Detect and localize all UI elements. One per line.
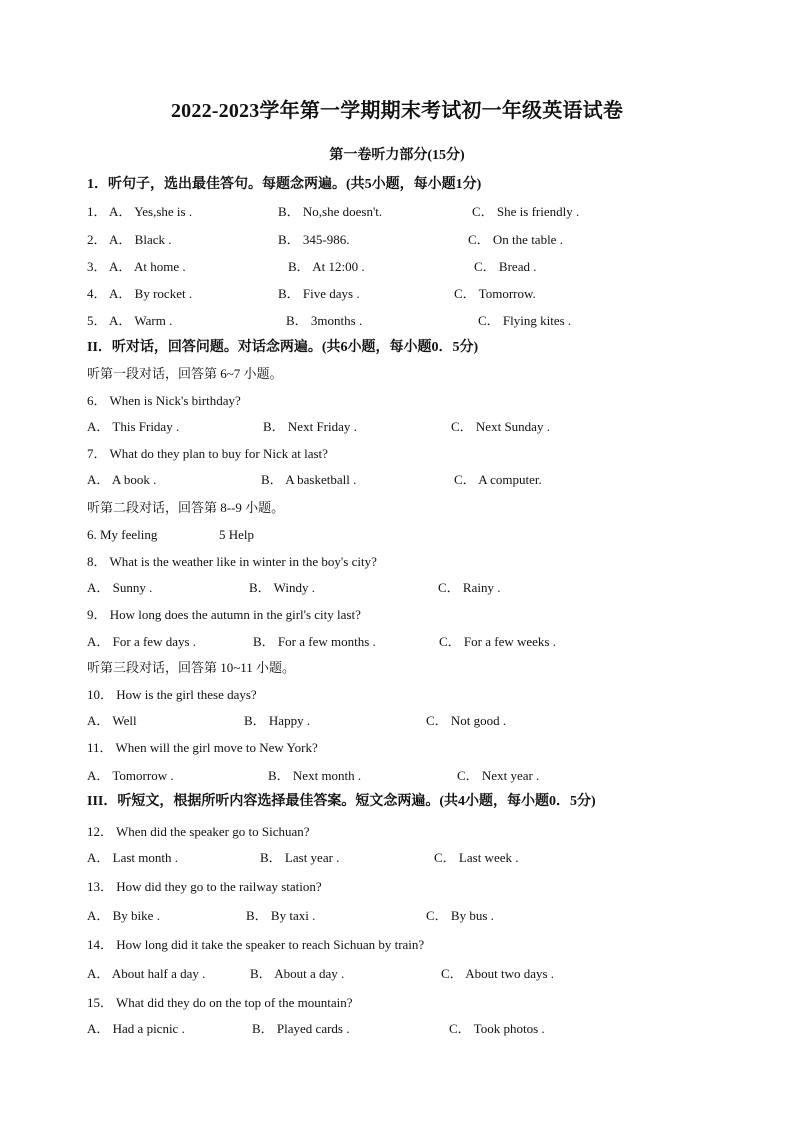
answer-row	[87, 767, 727, 785]
option-c: C． For a few weeks .	[439, 634, 556, 649]
option-a: A． A book .	[87, 472, 157, 487]
question-row	[87, 258, 727, 276]
option-b: B． Played cards .	[252, 1021, 350, 1036]
section-2-heading: II．听对话，回答问题。对话念两遍。(共6小题，每小题0．5分)	[87, 340, 479, 355]
option-a: A． Tomorrow .	[87, 768, 174, 783]
question-text: 9． How long does the autumn in the girl's city last?	[87, 607, 361, 622]
option-c: C． Rainy .	[438, 580, 501, 595]
question-row	[87, 312, 727, 330]
option-b: B． For a few months .	[253, 634, 376, 649]
option-a: A． Well	[87, 713, 137, 728]
question-text: 11． When will the girl move to New York?	[87, 740, 318, 755]
answer-row	[87, 1020, 727, 1038]
option-c: C． Last week .	[434, 850, 519, 865]
option-c: C． Flying kites .	[478, 313, 572, 328]
option-b: B． 345-986.	[278, 232, 350, 247]
answer-row	[87, 849, 727, 867]
option-c: C． About two days .	[441, 966, 555, 981]
option-c: C． On the table .	[468, 232, 563, 247]
option-a: 3． A． At home .	[87, 259, 186, 274]
question-text: 10． How is the girl these days?	[87, 687, 257, 702]
option-a: A． For a few days .	[87, 634, 197, 649]
option-b: B． Next Friday .	[263, 419, 357, 434]
option-a: A． This Friday .	[87, 419, 180, 434]
section-1-heading: 1．听句子，选出最佳答句。每题念两遍。(共5小题，每小题1分)	[87, 177, 482, 192]
answer-row	[87, 579, 727, 597]
option-c: C． Next year .	[457, 768, 540, 783]
dialogue-instruction: 听第一段对话，回答第 6~7 小题。	[87, 366, 283, 381]
option-c: C． Next Sunday .	[451, 419, 550, 434]
option-a: 4． A． By rocket .	[87, 286, 193, 301]
option-a: 1． A． Yes,she is .	[87, 204, 193, 219]
option-b: B． About a day .	[250, 966, 345, 981]
question-text: 7． What do they plan to buy for Nick at last?	[87, 446, 328, 461]
dialogue-instruction: 听第二段对话，回答第 8--9 小题。	[87, 500, 285, 515]
answer-row	[87, 965, 727, 983]
question-text: 12． When did the speaker go to Sichuan?	[87, 824, 310, 839]
question-text: 8． What is the weather like in winter in the boy's city?	[87, 554, 377, 569]
option-a: A． Had a picnic .	[87, 1021, 185, 1036]
option-a: A． Sunny .	[87, 580, 153, 595]
option-c: C． She is friendly .	[472, 204, 580, 219]
dialogue-instruction: 听第三段对话，回答第 10~11 小题。	[87, 660, 296, 675]
option-a: 5． A． Warm .	[87, 313, 173, 328]
note-row	[87, 526, 727, 544]
question-text: 14． How long did it take the speaker to reach Sichuan by train?	[87, 937, 425, 952]
option-b: B． Five days .	[278, 286, 360, 301]
question-text: 13． How did they go to the railway station?	[87, 879, 322, 894]
option-b: B． Happy .	[244, 713, 311, 728]
option-a: 2． A． Black .	[87, 232, 172, 247]
option-b: B． Next month .	[268, 768, 362, 783]
option-a: A． By bike .	[87, 908, 160, 923]
part-subtitle: 第一卷听力部分(15分)	[329, 148, 465, 163]
answer-row	[87, 633, 727, 651]
option-c: C． Tomorrow.	[454, 286, 536, 301]
option-b: B． By taxi .	[246, 908, 316, 923]
option-b: B． 3months .	[286, 313, 363, 328]
option-a: A． Last month .	[87, 850, 178, 865]
option-a: A． About half a day .	[87, 966, 206, 981]
section-3-heading: III．听短文，根据所听内容选择最佳答案。短文念两遍。(共4小题，每小题0．5分)	[87, 794, 596, 809]
question-text: 15． What did they do on the top of the mountain?	[87, 995, 353, 1010]
option-b: B． A basketball .	[261, 472, 357, 487]
option-b: B． No,she doesn't.	[278, 204, 383, 219]
question-text: 6． When is Nick's birthday?	[87, 393, 241, 408]
answer-row	[87, 418, 727, 436]
note-text: 5 Help	[219, 527, 255, 542]
option-c: C． Not good .	[426, 713, 507, 728]
note-text: 6. My feeling	[87, 527, 158, 542]
question-row	[87, 285, 727, 303]
option-c: C． By bus .	[426, 908, 494, 923]
question-row	[87, 203, 727, 221]
option-b: B． Last year .	[260, 850, 340, 865]
answer-row	[87, 712, 727, 730]
option-b: B． Windy .	[249, 580, 316, 595]
question-row	[87, 231, 727, 249]
option-b: B． At 12:00 .	[288, 259, 365, 274]
page-title: 2022-2023学年第一学期期末考试初一年级英语试卷	[170, 100, 624, 122]
option-c: C． A computer.	[454, 472, 542, 487]
option-c: C． Bread .	[474, 259, 537, 274]
answer-row	[87, 471, 727, 489]
answer-row	[87, 907, 727, 925]
option-c: C． Took photos .	[449, 1021, 545, 1036]
